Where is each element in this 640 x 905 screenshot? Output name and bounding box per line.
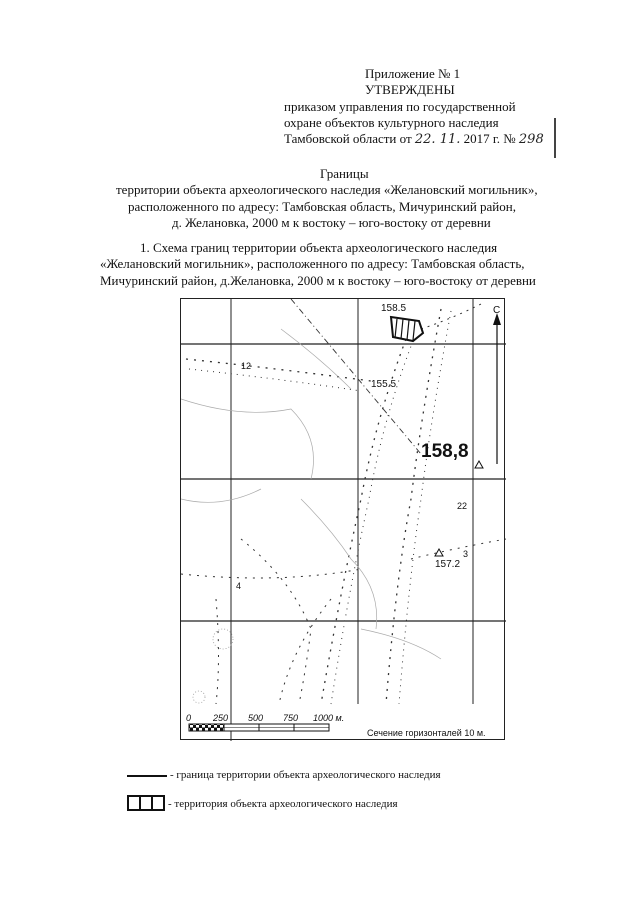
contour-note: Сечение горизонталей 10 м. xyxy=(367,728,486,738)
appendix-label: Приложение № 1 xyxy=(365,66,461,81)
section-line-2: «Желановский могильник», расположенного по адресу: Тамбовская область, xyxy=(100,256,525,271)
title-line-1: Границы xyxy=(320,166,369,181)
road xyxy=(321,339,406,704)
contour-line xyxy=(301,499,377,629)
order-number: 298 xyxy=(518,132,544,147)
north-label: С xyxy=(493,305,501,316)
contour-line xyxy=(281,329,351,389)
scale-label-1000: 1000 м. xyxy=(313,713,345,723)
scale-label-500: 500 xyxy=(248,713,264,723)
legend-territory-text: - территория объекта археологического наследия xyxy=(168,798,398,810)
benchmark-triangle xyxy=(475,461,483,468)
section-line-3: Мичуринский район, д.Желановка, 2000 м к востоку – юго-востоку от деревни xyxy=(100,273,536,288)
margin-mark xyxy=(554,118,556,158)
road xyxy=(331,341,413,704)
map-label-12: 12 xyxy=(241,361,252,371)
road xyxy=(399,311,451,704)
legend-boundary-symbol xyxy=(127,775,167,777)
road xyxy=(421,304,481,329)
title-line-3: расположенного по адресу: Тамбовская область, Мичуринский район, xyxy=(128,199,516,214)
scale-label-0: 0 xyxy=(186,713,192,723)
depression-symbol xyxy=(193,691,205,703)
order-date: 22. 11. xyxy=(414,132,461,147)
depression-symbol xyxy=(213,629,233,649)
scale-label-250: 250 xyxy=(213,713,229,723)
elevation-label-2: 155.5 xyxy=(371,379,397,390)
contour-line xyxy=(181,399,314,479)
map-label-22: 22 xyxy=(457,501,468,511)
elevation-main-label: 158,8 xyxy=(421,441,469,462)
road xyxy=(216,599,219,704)
legend-boundary-text: - граница территории объекта археологического наследия xyxy=(170,769,441,781)
order-line-3 xyxy=(284,131,544,147)
road xyxy=(186,359,371,381)
road xyxy=(181,569,361,578)
map-scheme xyxy=(180,298,505,740)
legend-territory-symbol xyxy=(127,795,165,811)
elevation-label-1: 158.5 xyxy=(381,303,407,314)
title-line-2: территории объекта археологического наследия «Желановский могильник», xyxy=(116,182,538,197)
benchmark-triangle xyxy=(435,549,443,556)
road xyxy=(189,369,361,391)
order-middle: 2017 г. № xyxy=(463,131,516,146)
contour-line xyxy=(181,489,261,502)
road xyxy=(411,539,506,559)
scale-label-750: 750 xyxy=(283,713,299,723)
order-prefix: Тамбовской области от xyxy=(284,131,412,146)
title-line-4: д. Желановка, 2000 м к востоку – юго-востоку от деревни xyxy=(172,215,491,230)
section-line-1: 1. Схема границ территории объекта археологического наследия xyxy=(140,240,498,255)
heritage-site xyxy=(391,317,423,341)
contour-line xyxy=(361,629,441,659)
road xyxy=(279,599,331,704)
approved-label: УТВЕРЖДЕНЫ xyxy=(365,82,455,97)
map-drawing xyxy=(181,299,506,741)
order-line-2: охране объектов культурного наследия xyxy=(284,115,499,130)
order-line-1: приказом управления по государственной xyxy=(284,99,516,114)
map-label-4: 4 xyxy=(236,581,242,591)
elevation-label-3: 157.2 xyxy=(435,559,461,570)
map-label-3: 3 xyxy=(463,549,469,559)
